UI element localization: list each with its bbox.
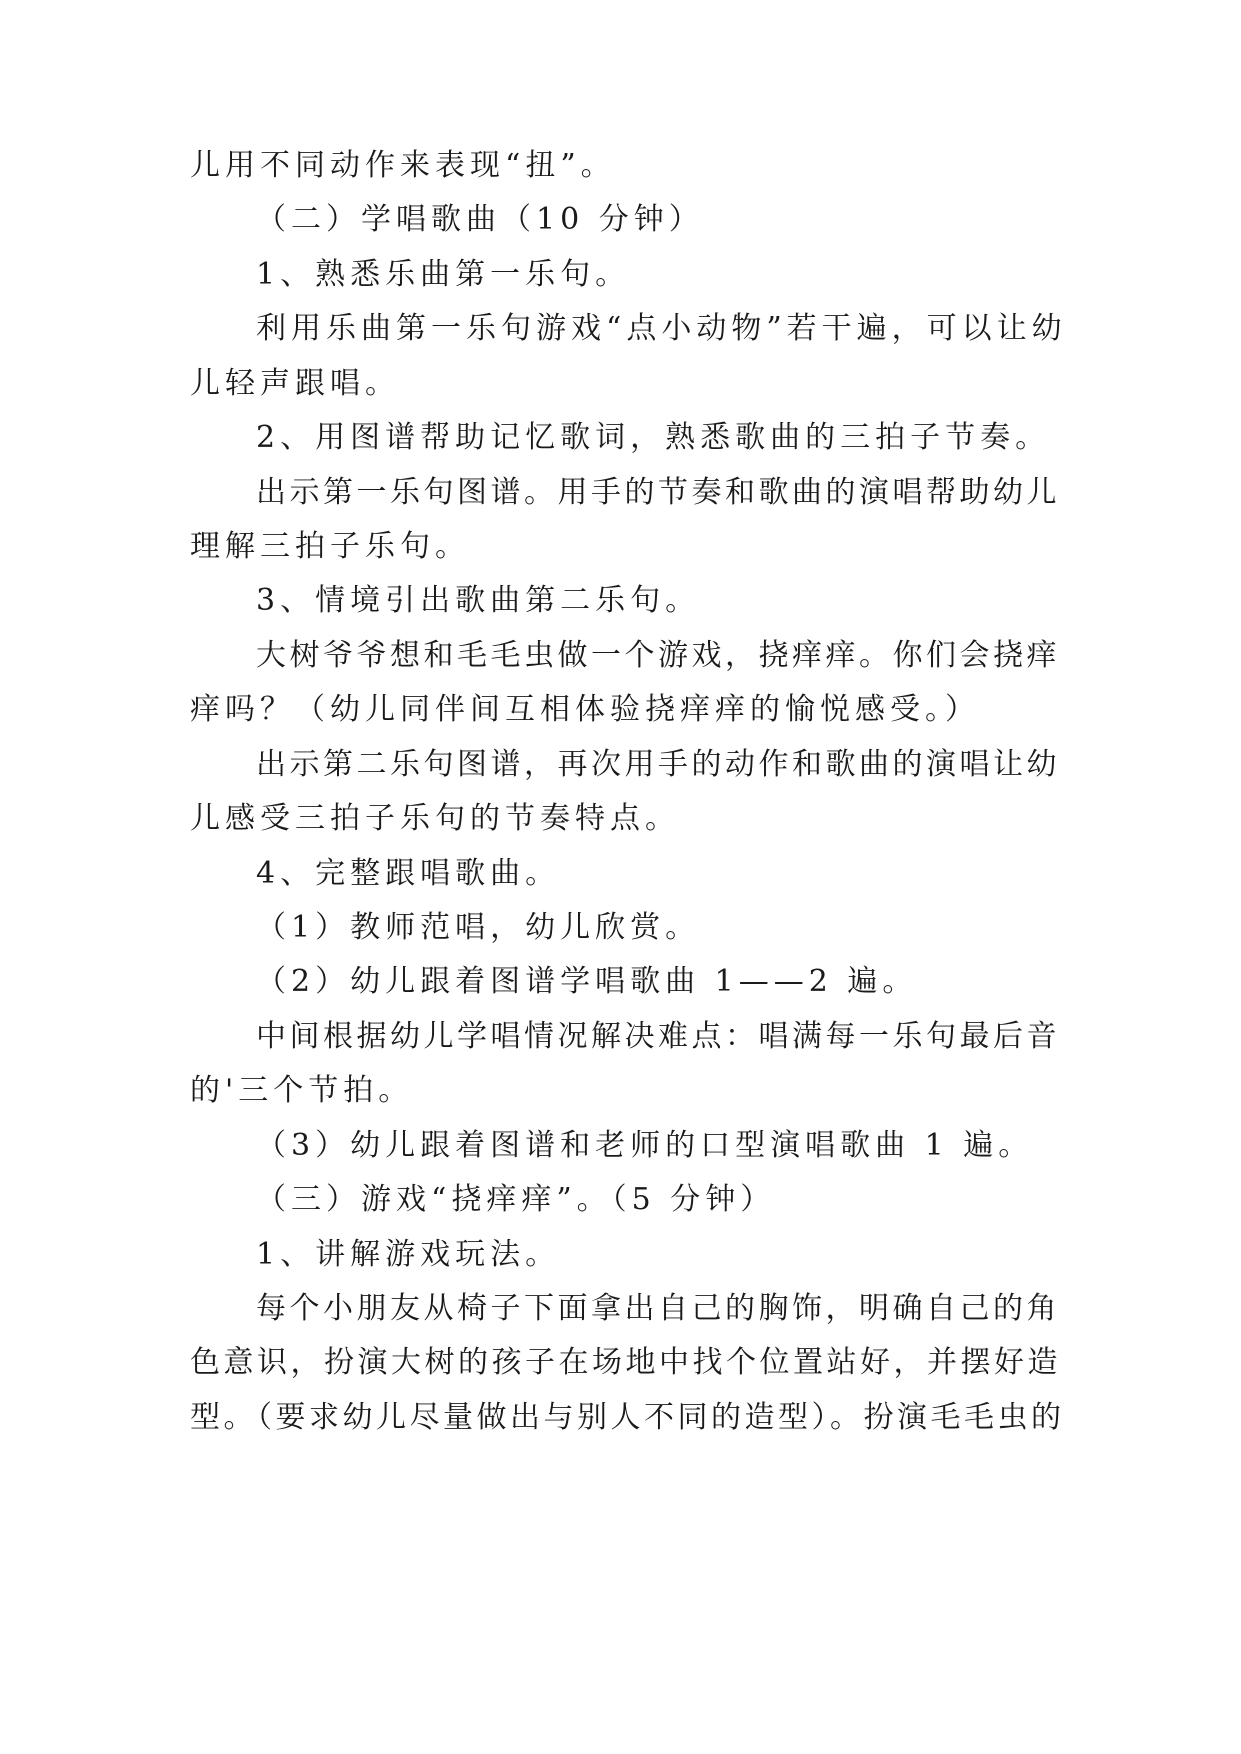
- step-heading: 4、完整跟唱歌曲。: [256, 856, 561, 891]
- paragraph-line: 出示第二乐句图谱，再次用手的动作和歌曲的演唱让幼: [256, 747, 1060, 782]
- paragraph-line: 儿感受三拍子乐句的节奏特点。: [190, 801, 680, 836]
- paragraph-line: 型。（要求幼儿尽量做出与别人不同的造型）。扮演毛毛虫的: [190, 1400, 1065, 1435]
- sub-step-line: （3）幼儿跟着图谱和老师的口型演唱歌曲 1 遍。: [256, 1128, 1034, 1163]
- paragraph-line: 大树爷爷想和毛毛虫做一个游戏，挠痒痒。你们会挠痒: [256, 638, 1060, 673]
- step-heading: 1、熟悉乐曲第一乐句。: [256, 257, 631, 292]
- sub-step-line: （2）幼儿跟着图谱学唱歌曲 1——2 遍。: [256, 964, 918, 999]
- paragraph-line: 出示第一乐句图谱。用手的节奏和歌曲的演唱帮助幼儿: [256, 475, 1060, 510]
- paragraph-line: 儿轻声跟唱。: [190, 366, 400, 401]
- paragraph-line: 每个小朋友从椅子下面拿出自己的胸饰，明确自己的角: [256, 1291, 1060, 1326]
- paragraph-line: 的'三个节拍。: [190, 1073, 414, 1108]
- paragraph-line: 中间根据幼儿学唱情况解决难点：唱满每一乐句最后音: [256, 1019, 1060, 1054]
- step-heading: 2、用图谱帮助记忆歌词，熟悉歌曲的三拍子节奏。: [256, 420, 1051, 455]
- section-heading: （三）游戏“挠痒痒”。（5 分钟）: [256, 1182, 776, 1217]
- paragraph-line: 色意识，扮演大树的孩子在场地中找个位置站好，并摆好造: [190, 1345, 1061, 1380]
- sub-step-line: （1）教师范唱，幼儿欣赏。: [256, 910, 701, 945]
- paragraph-line: 儿用不同动作来表现“扭”。: [190, 148, 616, 183]
- paragraph-line: 利用乐曲第一乐句游戏“点小动物”若干遍，可以让幼: [256, 311, 1067, 346]
- step-heading: 3、情境引出歌曲第二乐句。: [256, 583, 701, 618]
- paragraph-line: 理解三拍子乐句。: [190, 529, 470, 564]
- step-heading: 1、讲解游戏玩法。: [256, 1237, 561, 1272]
- paragraph-line: 痒吗？（幼儿同伴间互相体验挠痒痒的愉悦感受。）: [190, 692, 980, 727]
- section-heading: （二）学唱歌曲（10 分钟）: [256, 202, 704, 237]
